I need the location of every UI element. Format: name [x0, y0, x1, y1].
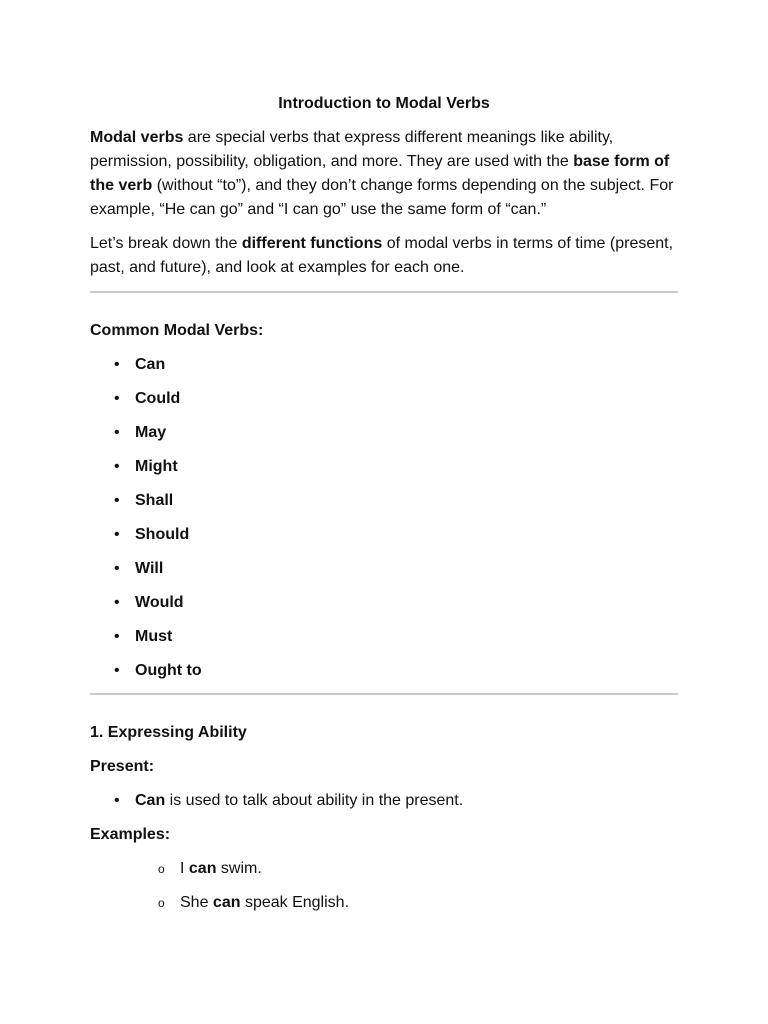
list-item [90, 421, 678, 445]
text-span: She [180, 894, 213, 911]
example-item [90, 891, 678, 915]
document-page [90, 92, 678, 925]
circle-bullet-icon: o [158, 862, 165, 876]
section-heading: 1. Expressing Ability [90, 724, 247, 741]
list-item-label: Could [135, 390, 181, 407]
bold-term: Modal verbs [90, 129, 184, 146]
text-span: Let’s break down the [90, 235, 242, 252]
text-span: are special verbs that express different meanings like ability, permission, possibility, obligation, and more. They are used with the [90, 129, 614, 170]
bold-term: Can [135, 792, 166, 809]
text-span: swim. [216, 860, 262, 877]
list-item [90, 789, 678, 813]
list-item [90, 387, 678, 411]
text-span: of modal verbs in terms of time (present, past, and future), and look at examples for each one. [90, 235, 674, 276]
bullet-icon: • [114, 492, 120, 509]
bold-term: base form of the verb [90, 153, 670, 194]
bold-term: can [188, 860, 217, 877]
list-item [90, 591, 678, 615]
list-item-label: May [135, 424, 167, 441]
document-title: Introduction to Modal Verbs [278, 95, 490, 112]
list-item-label: Ought to [135, 662, 202, 679]
bullet-icon: • [114, 424, 120, 441]
list-item-label: Can [135, 356, 166, 373]
examples-list [90, 857, 678, 915]
list-item [90, 625, 678, 649]
bullet-icon: • [114, 560, 120, 577]
bullet-icon: • [114, 792, 120, 809]
intro-paragraph-2 [90, 232, 678, 280]
modal-verbs-list [90, 353, 678, 683]
intro-paragraph-1 [90, 126, 678, 222]
text-span: I [180, 860, 189, 877]
list-item-label: Must [135, 628, 173, 645]
list-item-label: Will [135, 560, 164, 577]
list-item-label: Would [135, 594, 184, 611]
text-span: speak English. [240, 894, 350, 911]
list-item [90, 353, 678, 377]
present-label: Present: [90, 758, 155, 775]
bullet-icon: • [114, 458, 120, 475]
horizontal-divider [90, 291, 678, 293]
list-item [90, 659, 678, 683]
bullet-icon: • [114, 628, 120, 645]
bullet-icon: • [114, 356, 120, 373]
bold-term: different functions [241, 235, 383, 252]
text-span: (without “to”), and they don’t change forms depending on the subject. For example, “He can go” and “I can go” use the same form of “can.” [90, 177, 674, 218]
list-item-label: Might [135, 458, 178, 475]
bold-term: can [212, 894, 241, 911]
common-verbs-heading: Common Modal Verbs: [90, 322, 264, 339]
list-item [90, 557, 678, 581]
text-span: is used to talk about ability in the present. [165, 792, 464, 809]
bullet-icon: • [114, 662, 120, 679]
bullet-icon: • [114, 526, 120, 543]
list-item [90, 523, 678, 547]
bullet-icon: • [114, 594, 120, 611]
list-item [90, 455, 678, 479]
list-item [90, 489, 678, 513]
list-item-label: Should [135, 526, 190, 543]
example-item [90, 857, 678, 881]
list-item-label: Shall [135, 492, 174, 509]
bullet-icon: • [114, 390, 120, 407]
horizontal-divider [90, 693, 678, 695]
present-points-list [90, 789, 678, 813]
examples-label: Examples: [90, 826, 171, 843]
circle-bullet-icon: o [158, 896, 165, 910]
